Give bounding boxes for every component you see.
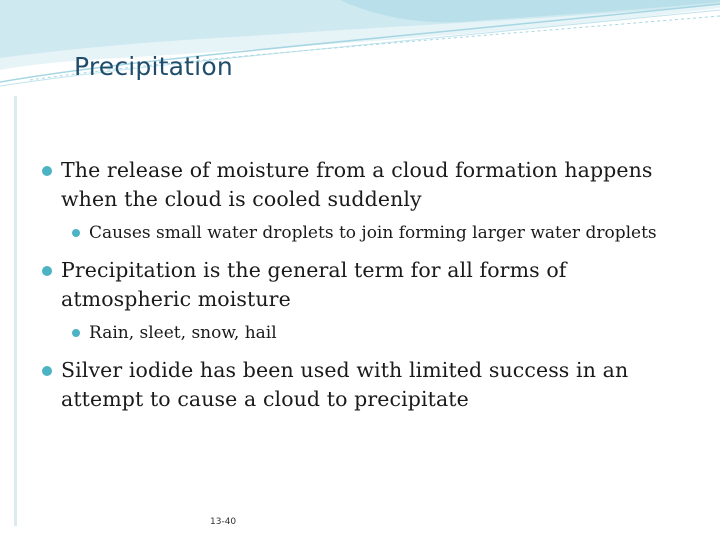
slide-number: 13-40 xyxy=(210,517,237,527)
bullet-text: The release of moisture from a cloud formation happens when the cloud is cooled suddenly xyxy=(61,158,653,211)
left-rule-decoration xyxy=(14,96,17,526)
bullet-list xyxy=(40,156,690,423)
slide-title: Precipitation xyxy=(74,52,233,81)
sub-bullet-text: Causes small water droplets to join forming larger water droplets xyxy=(89,223,657,243)
bullet-item xyxy=(40,256,690,314)
bullet-dot-icon xyxy=(72,329,80,337)
bullet-dot-icon xyxy=(72,229,80,237)
bullet-text: Precipitation is the general term for all forms of atmospheric moisture xyxy=(61,258,567,311)
sub-bullet-item xyxy=(40,221,690,245)
bullet-item xyxy=(40,356,690,414)
sub-bullet-item xyxy=(40,321,690,345)
sub-bullet-text: Rain, sleet, snow, hail xyxy=(89,323,277,343)
bullet-dot-icon xyxy=(42,166,52,176)
bullet-text: Silver iodide has been used with limited success in an attempt to cause a cloud to precipitate xyxy=(61,358,629,411)
bullet-dot-icon xyxy=(42,266,52,276)
bullet-dot-icon xyxy=(42,366,52,376)
bullet-item xyxy=(40,156,690,214)
